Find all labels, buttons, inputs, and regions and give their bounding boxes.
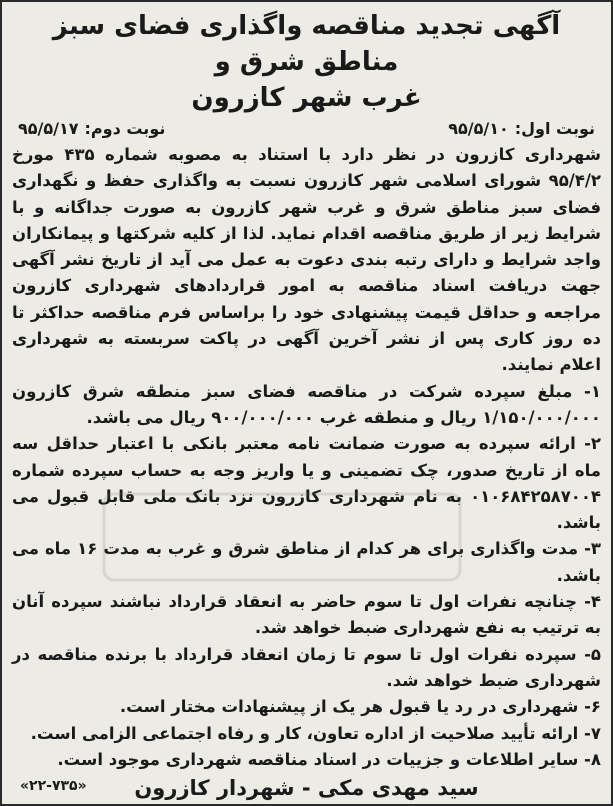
first-turn-label: نوبت اول: [514, 119, 595, 138]
notice-code: «۲۲-۷۳۵» [20, 778, 87, 794]
second-turn-date: ۹۵/۵/۱۷ [18, 119, 79, 138]
second-turn-label: نوبت دوم: [84, 119, 166, 138]
notice-body [12, 142, 601, 773]
signature: سید مهدی مکی - شهردار کازرون [134, 776, 479, 801]
title-line-2: غرب شهر کازرون [191, 83, 422, 113]
publication-dates [12, 118, 601, 140]
first-turn [448, 118, 595, 140]
condition-item: ۶- شهرداری در رد یا قبول هر یک از پیشنهادات مختار است. [119, 697, 601, 717]
condition-item: ۱- مبلغ سپرده شرکت در مناقصه فضای سبز منطقه شرق کازرون ۱/۱۵۰/۰۰۰/۰۰۰ ریال و منطقه غرب ۹۰۰/۰۰۰/۰۰۰ ریال می باشد. [12, 381, 601, 427]
condition-item: ۵- سپرده نفرات اول تا سوم تا زمان انعقاد قرارداد با برنده مناقصه در شهرداری ضبط خواهد شد. [12, 644, 601, 690]
condition-item: ۲- ارائه سپرده به صورت ضمانت نامه معتبر بانکی با اعتبار حداقل سه ماه از تاریخ صدور، چک تضمینی و یا واریز وجه به حساب سپرده شماره ۰۱۰۶۸۴۲۵۸۷۰۰۴ به نام شهرداری کازرون نزد بانک ملی قابل قبول می باشد. [12, 434, 601, 533]
title-line-1: آگهی تجدید مناقصه واگذاری فضای سبز مناطق شرق و [52, 11, 561, 77]
condition-item: ۸- سایر اطلاعات و جزییات در اسناد مناقصه شهرداری موجود است. [57, 749, 601, 769]
first-turn-date: ۹۵/۵/۱۰ [448, 119, 509, 138]
condition-item: ۴- چنانچه نفرات اول تا سوم حاضر به انعقاد قرارداد نباشند سپرده آنان به ترتیب به نفع شهرداری ضبط خواهد شد. [12, 592, 601, 638]
second-turn [18, 118, 165, 140]
condition-item: ۳- مدت واگذاری برای هر کدام از مناطق شرق و غرب به مدت ۱۶ ماه می باشد. [12, 539, 601, 585]
notice-title [12, 8, 601, 116]
intro-paragraph: شهرداری کازرون در نظر دارد با استناد به مصوبه شماره ۴۳۵ مورخ ۹۵/۴/۲ شورای اسلامی شهر کازرون نسبت به واگذاری حفظ و نگهداری فضای سبز مناطق شرق و غرب شهر کازرون به صورت جداگانه و با شرایط زیر از طریق مناقصه اقدام نماید. لذا از کلیه شرکتها و پیمانکاران واجد شرایط و دارای رتبه بندی دعوت به عمل می آید از تاریخ نشر آگهی جهت دریافت اسناد مناقصه به امور قراردادهای شهرداری کازرون مراجعه و حداقل قیمت پیشنهادی خود را براساس فرم مناقصه حداکثر تا ده روز کاری پس از نشر آخرین آگهی در پاکت سربسته به شهرداری اعلام نمایند. [12, 145, 601, 375]
condition-item: ۷- ارائه تأیید صلاحیت از اداره تعاون، کار و رفاه اجتماعی الزامی است. [30, 723, 601, 743]
